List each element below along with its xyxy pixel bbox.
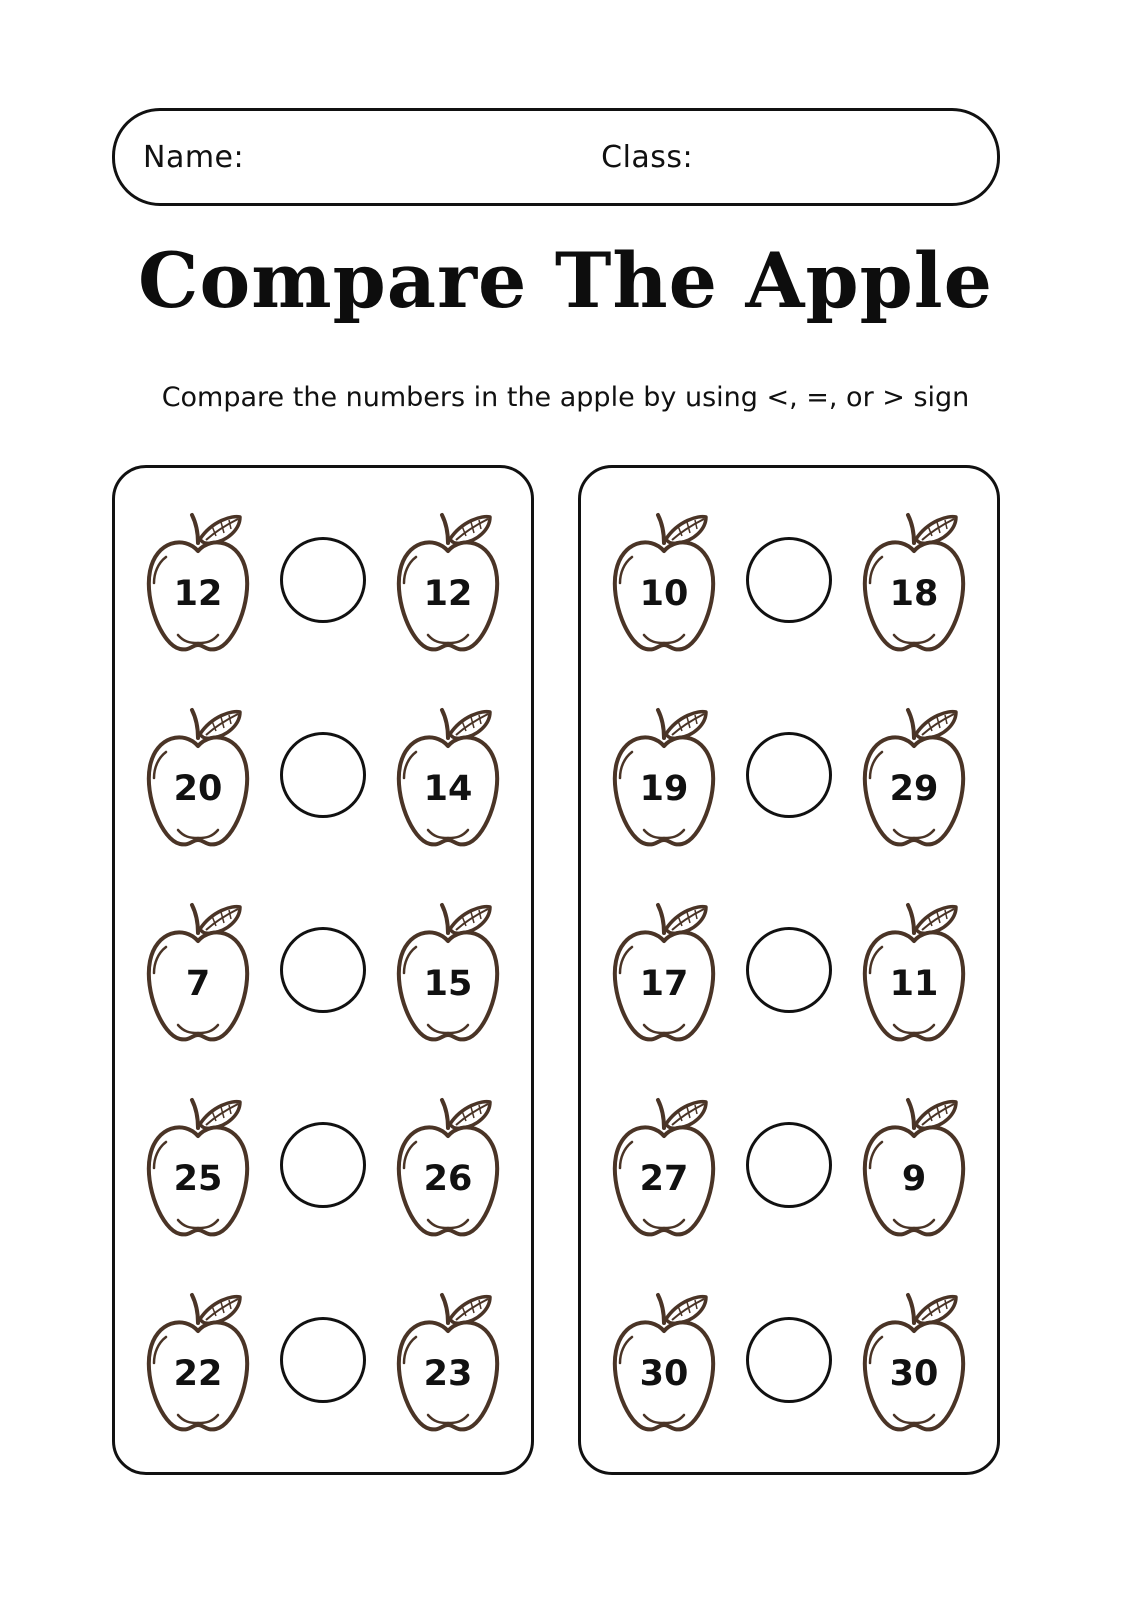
- apple-icon: [378, 690, 518, 860]
- apple-number: 22: [173, 1354, 223, 1395]
- apple-number: 11: [889, 963, 939, 1004]
- problem-columns: [112, 465, 1000, 1475]
- apple-number: 18: [889, 573, 939, 614]
- name-label: Name:: [143, 139, 245, 175]
- problem-row: [581, 680, 997, 870]
- apple-number: 10: [639, 573, 689, 614]
- problem-column-right: [578, 465, 1000, 1475]
- apple-icon: [128, 1275, 268, 1445]
- apple-number: 12: [423, 573, 473, 614]
- apple-icon: [594, 885, 734, 1055]
- answer-circle[interactable]: [280, 927, 366, 1013]
- apple-number: 17: [639, 963, 689, 1004]
- problem-row: [115, 485, 531, 675]
- apple-number: 30: [639, 1354, 689, 1395]
- apple-number: 29: [889, 768, 939, 809]
- answer-circle[interactable]: [280, 1317, 366, 1403]
- problem-column-left: [112, 465, 534, 1475]
- apple-icon: [844, 1275, 984, 1445]
- answer-circle[interactable]: [746, 927, 832, 1013]
- apple-icon: [128, 690, 268, 860]
- problem-row: [115, 1265, 531, 1455]
- problem-row: [115, 1070, 531, 1260]
- apple-number: 23: [423, 1354, 473, 1395]
- apple-icon: [844, 1080, 984, 1250]
- apple-number: 25: [173, 1159, 223, 1200]
- apple-icon: [844, 495, 984, 665]
- problem-row: [581, 875, 997, 1065]
- apple-icon: [378, 1080, 518, 1250]
- apple-icon: [128, 495, 268, 665]
- apple-number: 7: [185, 963, 211, 1004]
- problem-row: [115, 875, 531, 1065]
- problem-row: [581, 485, 997, 675]
- problem-row: [115, 680, 531, 870]
- class-label: Class:: [601, 139, 694, 175]
- answer-circle[interactable]: [746, 537, 832, 623]
- apple-number: 30: [889, 1354, 939, 1395]
- page-title: Compare The Apple: [138, 236, 993, 325]
- apple-icon: [594, 1080, 734, 1250]
- instruction-text: Compare the numbers in the apple by using <, =, or > sign: [161, 382, 970, 413]
- apple-icon: [128, 1080, 268, 1250]
- apple-number: 26: [423, 1159, 473, 1200]
- problem-row: [581, 1265, 997, 1455]
- problem-row: [581, 1070, 997, 1260]
- apple-icon: [128, 885, 268, 1055]
- answer-circle[interactable]: [746, 732, 832, 818]
- apple-number: 19: [639, 768, 689, 809]
- apple-icon: [844, 885, 984, 1055]
- answer-circle[interactable]: [746, 1122, 832, 1208]
- apple-number: 20: [173, 768, 223, 809]
- apple-icon: [844, 690, 984, 860]
- apple-number: 15: [423, 963, 473, 1004]
- apple-icon: [594, 495, 734, 665]
- apple-number: 9: [901, 1159, 927, 1200]
- apple-number: 27: [639, 1159, 689, 1200]
- apple-number: 14: [423, 768, 473, 809]
- answer-circle[interactable]: [280, 537, 366, 623]
- student-info-box: [112, 108, 1000, 206]
- apple-icon: [378, 885, 518, 1055]
- apple-icon: [378, 495, 518, 665]
- answer-circle[interactable]: [280, 1122, 366, 1208]
- apple-icon: [594, 1275, 734, 1445]
- apple-number: 12: [173, 573, 223, 614]
- answer-circle[interactable]: [746, 1317, 832, 1403]
- answer-circle[interactable]: [280, 732, 366, 818]
- apple-icon: [594, 690, 734, 860]
- apple-icon: [378, 1275, 518, 1445]
